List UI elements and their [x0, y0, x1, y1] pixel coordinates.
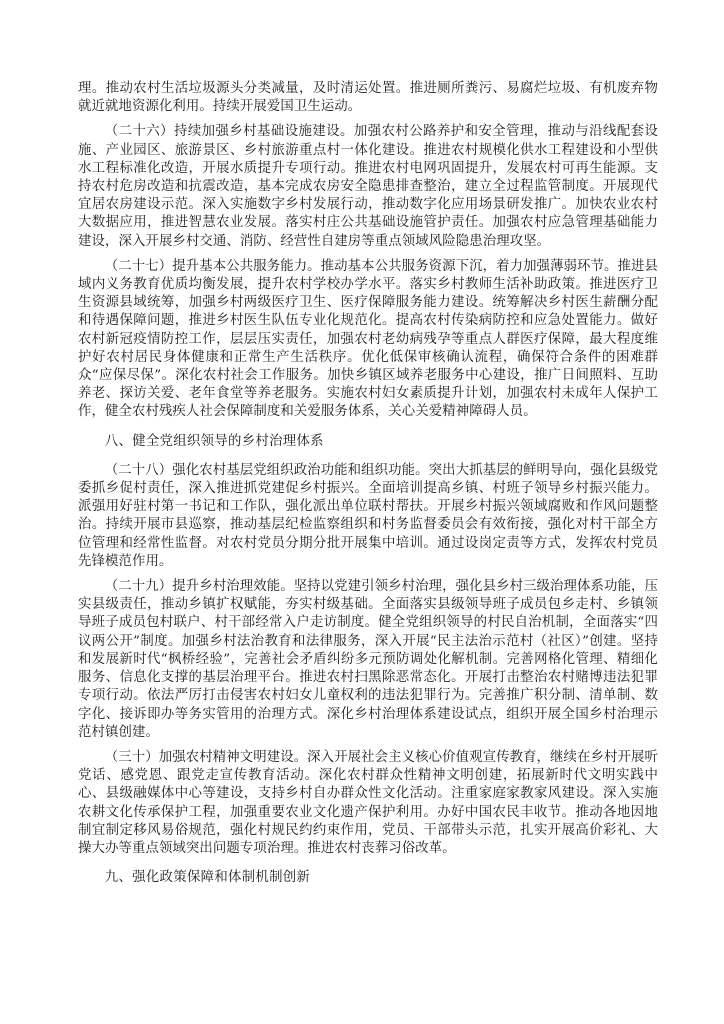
paragraph-27-public-services: （二十七）提升基本公共服务能力。推动基本公共服务资源下沉，着力加强薄弱环节。推进县域内义务教育优质均衡发展，提升农村学校办学水平。落实乡村教师生活补助政策。推进医疗卫生资源县域统筹，加强乡村两级医疗卫生、医疗保障服务能力建设。统筹解决乡村医生薪酬分配和待遇保障问题，推进乡村医生队伍专业化规范化。提高农村传染病防控和应急处置能力。做好农村新冠疫情防控工作，层层压实责任，加强农村老幼病残孕等重点人群医疗保障，最大程度维护好农村居民身体健康和正常生产生活秩序。优化低保审核确认流程，确保符合条件的困难群众“应保尽保”。深化农村社会工作服务。加快乡镇区域养老服务中心建设，推广日间照料、互助养老、探访关爱、老年食堂等养老服务。实施农村妇女素质提升计划，加强农村未成年人保护工作，健全农村残疾人社会保障制度和关爱服务体系，关心关爱精神障碍人员。 — [78, 258, 658, 420]
section-heading-8: 八、健全党组织领导的乡村治理体系 — [104, 433, 324, 449]
section-heading-9: 九、强化政策保障和体制机制创新 — [104, 870, 311, 886]
paragraph-29-governance: （二十九）提升乡村治理效能。坚持以党建引领乡村治理，强化县乡村三级治理体系功能，压实县级责任，推动乡镇扩权赋能，夯实村级基础。全面落实县级领导班子成员包乡走村、乡镇领导班子成员包村联户、村干部经常入户走访制度。健全党组织领导的村民自治机制，全面落实“四议两公开”制度。加强乡村法治教育和法律服务，深入开展“民主法治示范村（社区）”创建。坚持和发展新时代“枫桥经验”，完善社会矛盾纠纷多元预防调处化解机制。完善网格化管理、精细化服务、信息化支撑的基层治理平台。推进农村扫黑除恶常态化。开展打击整治农村赌博违法犯罪专项行动。依法严厉打击侵害农村妇女儿童权利的违法犯罪行为。完善推广积分制、清单制、数字化、接诉即办等务实管用的治理方式。深化乡村治理体系建设试点，组织开展全国乡村治理示范村镇创建。 — [78, 579, 658, 740]
paragraph-30-civilization: （三十）加强农村精神文明建设。深入开展社会主义核心价值观宣传教育，继续在乡村开展听党话、感党恩、跟党走宣传教育活动。深化农村群众性精神文明创建，拓展新时代文明实践中心、县级融媒体中心等建设，支持乡村自办群众性文化活动。注重家庭家教家风建设。深入实施农耕文化传承保护工程，加强重要农业文化遗产保护利用。办好中国农民丰收节。推动各地因地制宜制定移风易俗规范，强化村规民约约束作用，党员、干部带头示范，扎实开展高价彩礼、大操大办等重点领域突出问题专项治理。推进农村丧葬习俗改革。 — [78, 749, 658, 856]
document-page — [78, 80, 658, 898]
paragraph-26-infrastructure: （二十六）持续加强乡村基础设施建设。加强农村公路养护和安全管理，推动与沿线配套设施、产业园区、旅游景区、乡村旅游重点村一体化建设。推进农村规模化供水工程建设和小型供水工程标准化改造，开展水质提升专项行动。推进农村电网巩固提升，发展农村可再生能源。支持农村危房改造和抗震改造，基本完成农房安全隐患排查整治，建立全过程监管制度。开展现代宜居农房建设示范。深入实施数字乡村发展行动，推动数字化应用场景研发推广。加快农业农村大数据应用，推进智慧农业发展。落实村庄公共基础设施管护责任。加强农村应急管理基础能力建设，深入开展乡村交通、消防、经营性自建房等重点领域风险隐患治理攻坚。 — [78, 124, 658, 249]
paragraph-continuation: 理。推动农村生活垃圾源头分类减量，及时清运处置。推进厕所粪污、易腐烂垃圾、有机废弃物就近就地资源化利用。持续开展爱国卫生运动。 — [78, 81, 658, 115]
paragraph-28-party-organization: （二十八）强化农村基层党组织政治功能和组织功能。突出大抓基层的鲜明导向，强化县级党委抓乡促村责任，深入推进抓党建促乡村振兴。全面培训提高乡镇、村班子领导乡村振兴能力。派强用好驻村第一书记和工作队，强化派出单位联村帮扶。开展乡村振兴领域腐败和作风问题整治。持续开展市县巡察，推动基层纪检监察组织和村务监督委员会有效衔接，强化对村干部全方位管理和经常性监督。对农村党员分期分批开展集中培训。通过设岗定责等方式，发挥农村党员先锋模范作用。 — [78, 462, 658, 569]
